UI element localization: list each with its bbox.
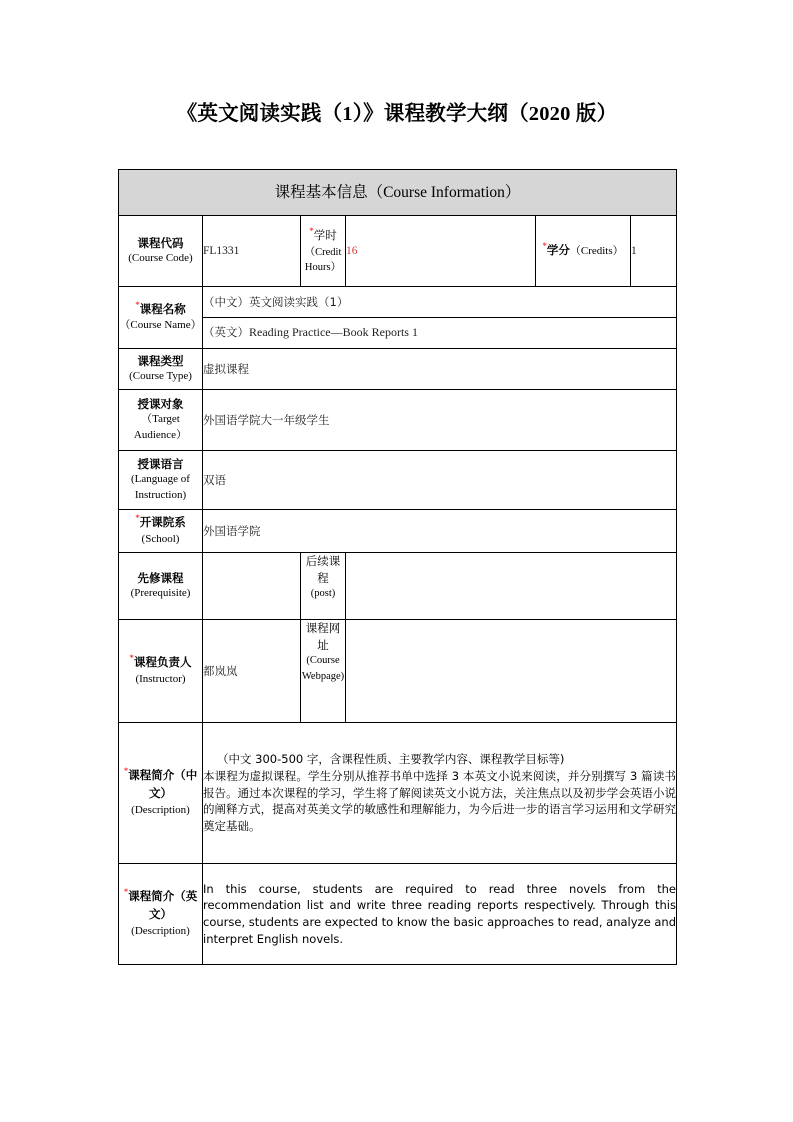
description-cn-note: （中文 300-500 字，含课程性质、主要教学内容、课程教学目标等) <box>217 752 565 767</box>
label-language <box>119 451 203 510</box>
label-description-en <box>119 864 203 965</box>
label-course-name-cn: 课程名称 <box>139 301 186 316</box>
label-school-cn-line <box>119 514 202 532</box>
label-credit-hours-cn: 学时 <box>313 227 337 242</box>
table-row <box>119 451 677 510</box>
label-description-cn <box>119 723 203 864</box>
required-marker-icon: * <box>123 766 129 777</box>
label-credit-hours <box>301 216 346 287</box>
label-school-en: (School) <box>141 532 180 545</box>
label-description-cn-en: (Description) <box>131 803 190 816</box>
required-marker-icon: * <box>135 513 140 524</box>
label-credits-en: （Credits） <box>569 245 624 258</box>
value-instructor: 都岚岚 <box>203 620 301 723</box>
value-target-audience: 外国语学院大一年级学生 <box>203 390 677 451</box>
value-prerequisite <box>203 553 301 620</box>
label-prerequisite-en: (Prerequisite) <box>130 587 191 600</box>
label-course-type <box>119 349 203 390</box>
table-row <box>119 349 677 390</box>
course-name-cn-value: 英文阅读实践（1） <box>249 294 349 309</box>
label-credit-hours-en: （Credit Hours） <box>304 246 342 273</box>
table-row <box>119 510 677 553</box>
label-language-en: (Language of Instruction) <box>131 473 190 502</box>
course-information-table <box>118 169 677 965</box>
table-row <box>119 318 677 349</box>
page-title: 《英文阅读实践（1）》课程教学大纲（2020 版） <box>176 103 618 125</box>
label-instructor-cn-line <box>119 654 202 672</box>
value-description-en: In this course, students are required to read three novels from the recommendation list and write three reading reports respectively. Through this course, students are expected to know the basic approaches to read, analyze and interpret English novels. <box>203 864 677 965</box>
label-target-audience <box>119 390 203 451</box>
label-course-webpage-cn: 课程网址 <box>305 621 341 652</box>
label-credits-cn: 学分 <box>546 243 570 258</box>
label-post-course-cn: 后续课程 <box>305 554 341 585</box>
value-description-cn <box>203 723 677 864</box>
course-name-en-prefix: （英文） <box>203 325 249 340</box>
label-instructor-en: (Instructor) <box>135 672 186 685</box>
table-header-cell <box>119 170 677 216</box>
required-marker-icon: * <box>135 299 140 310</box>
value-credits: 1 <box>631 216 677 287</box>
value-credit-hours: 16 <box>346 216 536 287</box>
label-course-code-cn: 课程代码 <box>137 235 184 250</box>
table-row <box>119 216 677 287</box>
label-school-cn: 开课院系 <box>139 515 186 530</box>
value-course-webpage <box>346 620 677 723</box>
value-post-course <box>346 553 677 620</box>
label-description-en-text: 课程简介（英文） <box>128 889 198 922</box>
label-post-course <box>301 553 346 620</box>
value-course-type: 虚拟课程 <box>203 349 677 390</box>
label-course-code <box>119 216 203 287</box>
value-course-code: FL1331 <box>203 216 301 287</box>
table-row <box>119 864 677 965</box>
label-course-name-en: （Course Name） <box>119 319 202 332</box>
value-language: 双语 <box>203 451 677 510</box>
label-credit-hours-cn-line <box>301 227 345 245</box>
label-course-webpage-en: (Course Webpage) <box>301 655 345 682</box>
required-marker-icon: * <box>542 241 547 252</box>
label-prerequisite <box>119 553 203 620</box>
table-row <box>119 390 677 451</box>
label-instructor <box>119 620 203 723</box>
value-school: 外国语学院 <box>203 510 677 553</box>
course-name-cn-prefix: （中文） <box>203 294 249 309</box>
label-target-audience-cn: 授课对象 <box>137 396 184 411</box>
required-marker-icon: * <box>129 653 134 664</box>
required-marker-icon: * <box>309 226 314 237</box>
label-school <box>119 510 203 553</box>
value-course-name-en <box>203 318 677 349</box>
course-name-en-value: Reading Practice—Book Reports 1 <box>249 325 418 340</box>
label-post-course-en: (post) <box>310 588 336 600</box>
label-description-en-en: (Description) <box>131 924 190 937</box>
table-header-row <box>119 170 677 216</box>
table-header-title-cn: 课程基本信息 <box>274 182 368 201</box>
value-course-name-cn <box>203 287 677 318</box>
label-course-name <box>119 287 203 349</box>
label-course-webpage <box>301 620 346 723</box>
description-cn-body: 本课程为虚拟课程。学生分别从推荐书单中选择 3 本英文小说来阅读，并分别撰写 3 篇读书报告。通过本次课程的学习，学生将了解阅读英文小说方法，关注焦点以及初步学会英语小说的阐释方式，提高对英美文学的敏感性和理解能力，为今后进一步的语言学习运用和文学研究奠定基础。 <box>203 768 676 833</box>
label-language-cn: 授课语言 <box>137 456 184 471</box>
label-target-audience-en: （Target Audience） <box>133 413 188 442</box>
label-course-type-en: (Course Type) <box>129 370 192 383</box>
table-row <box>119 287 677 318</box>
label-credits <box>536 216 631 287</box>
table-row <box>119 553 677 620</box>
label-course-type-cn: 课程类型 <box>137 353 184 368</box>
required-marker-icon: * <box>123 887 129 898</box>
table-header-title-en: （Course Information） <box>367 183 521 201</box>
label-course-code-en: (Course Code) <box>128 252 193 265</box>
label-instructor-cn: 课程负责人 <box>134 655 192 670</box>
label-description-cn-line <box>119 767 202 802</box>
label-description-cn-text: 课程简介（中文） <box>128 768 198 801</box>
table-row <box>119 723 677 864</box>
label-prerequisite-cn: 先修课程 <box>137 570 184 585</box>
label-course-name-cn-line <box>119 301 202 319</box>
table-row <box>119 620 677 723</box>
label-description-en-line <box>119 888 202 923</box>
